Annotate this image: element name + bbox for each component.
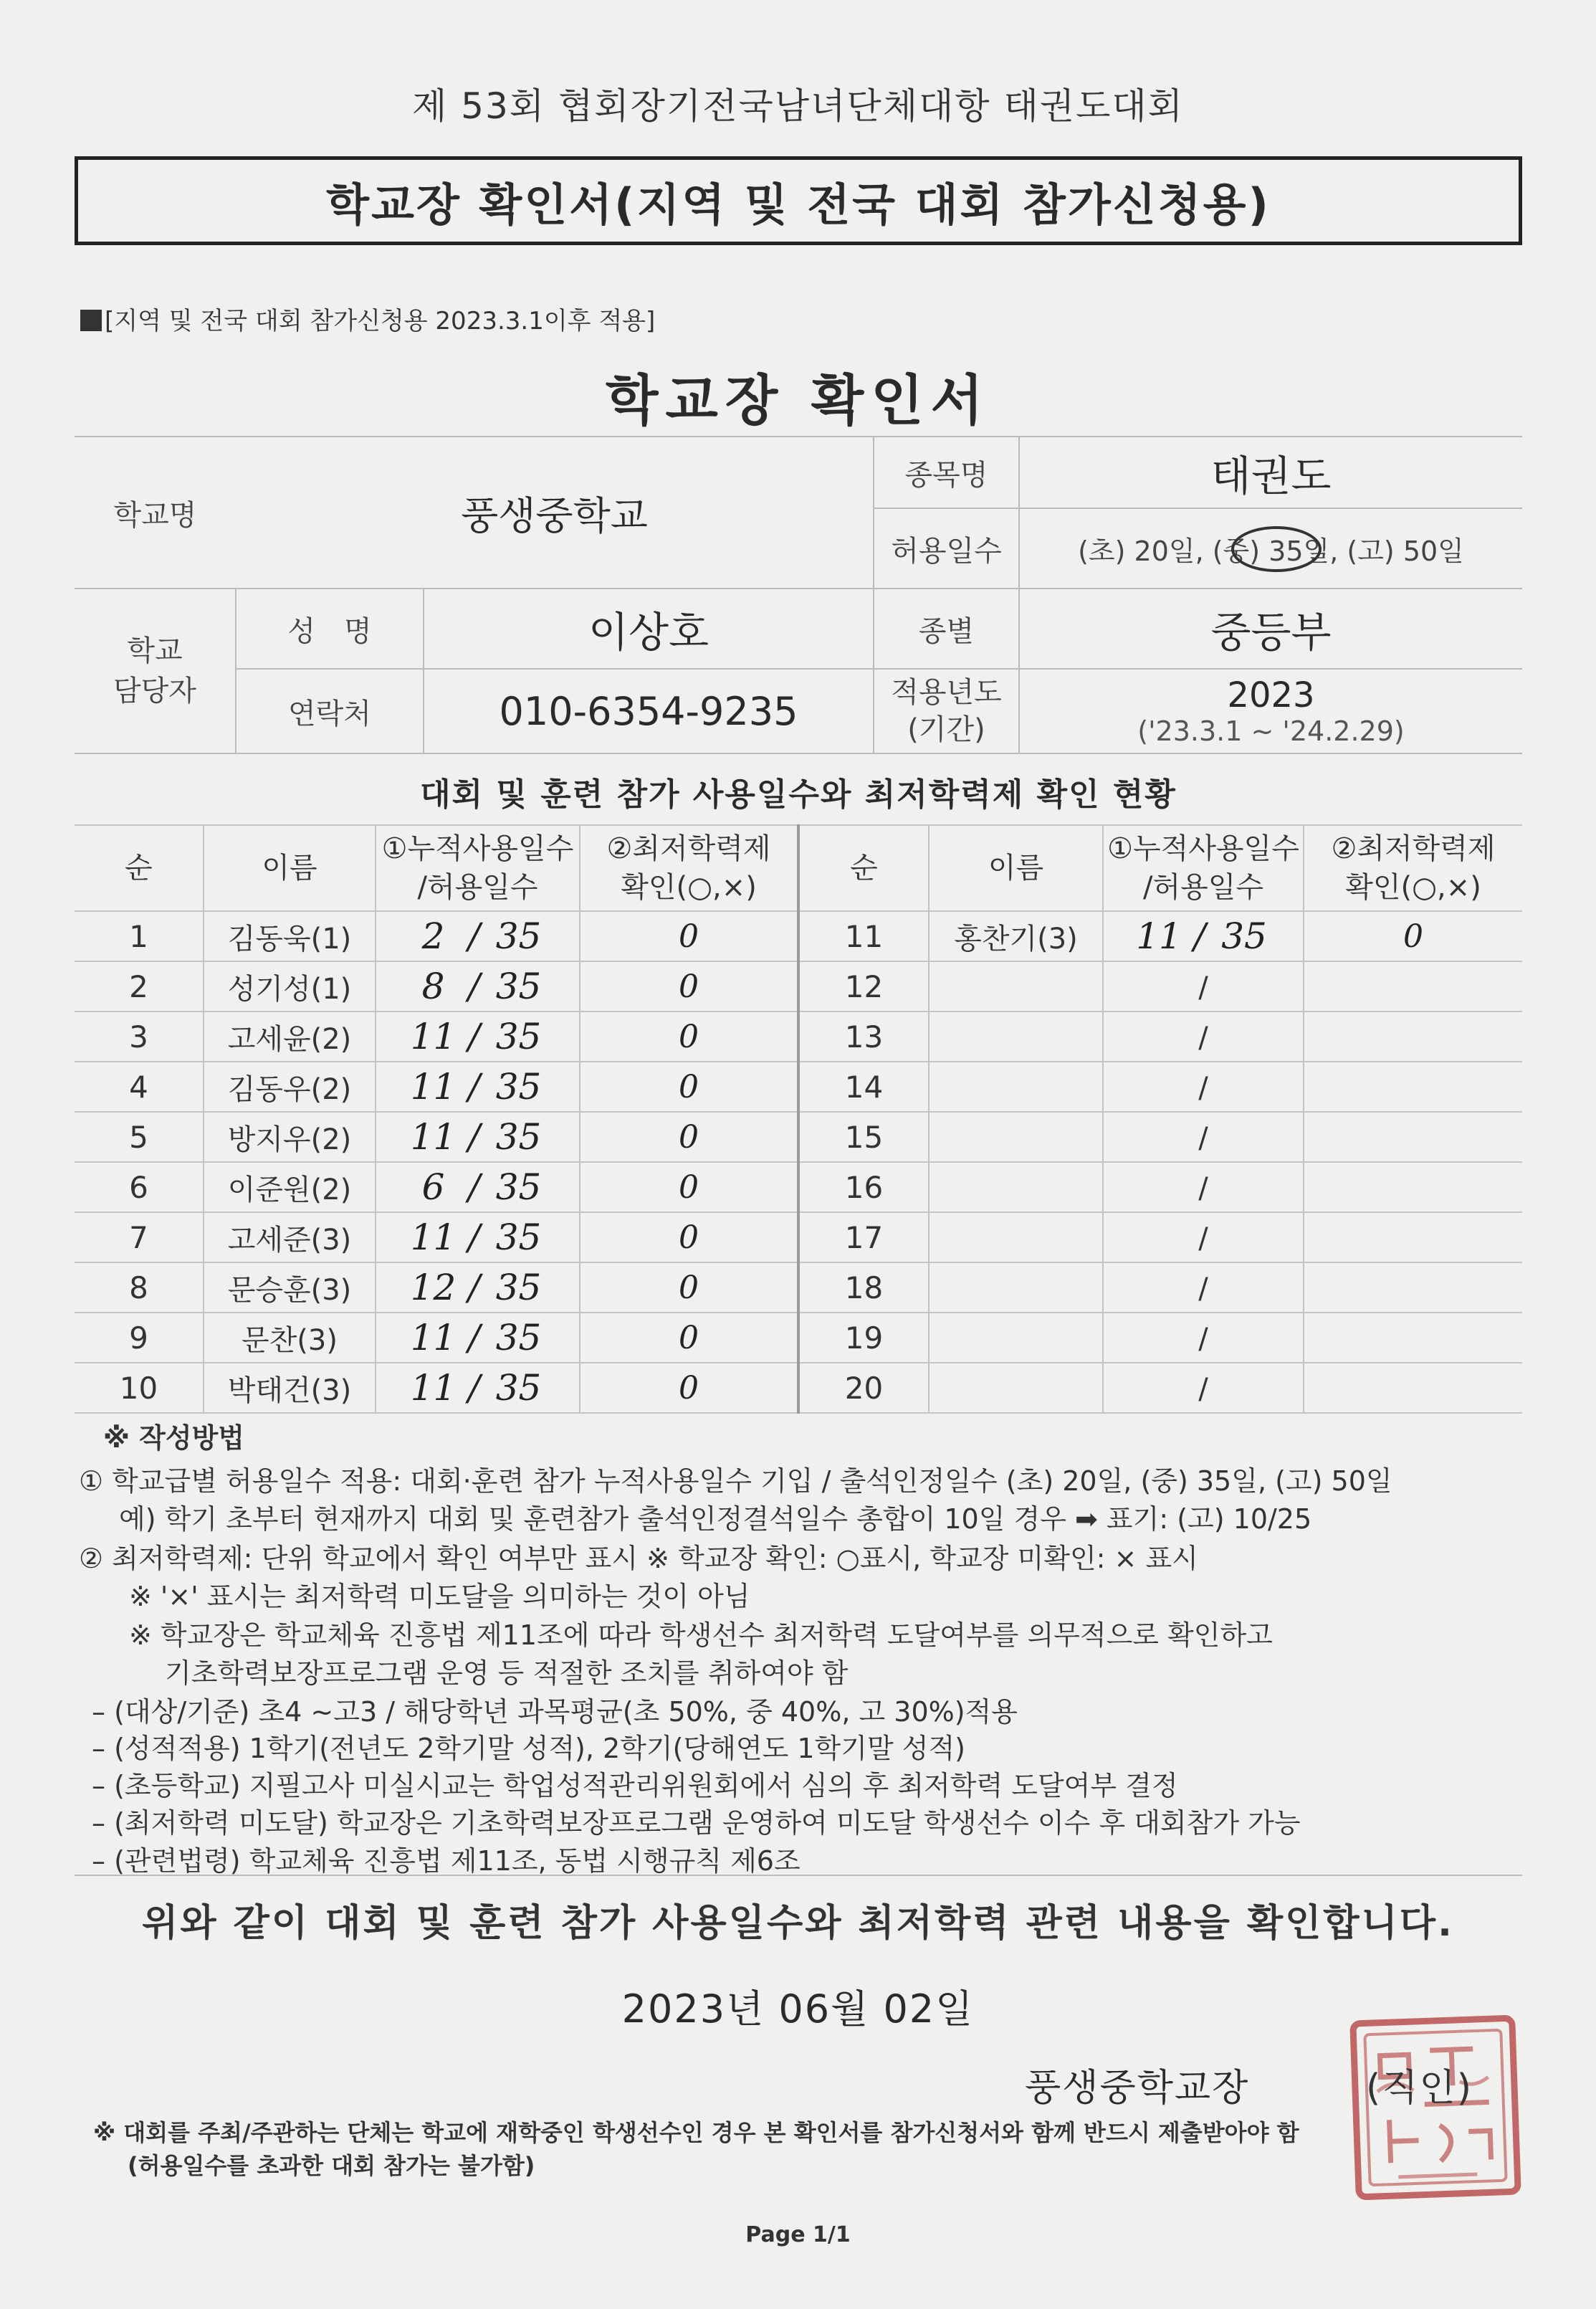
table-row (75, 961, 1522, 1011)
table-row (75, 1262, 1522, 1313)
slash: / (468, 1066, 480, 1108)
days-cell (1103, 1363, 1304, 1413)
header-check: ②최저학력제 확인(○,×) (580, 825, 798, 911)
used-days: 2 (421, 915, 445, 957)
year-cell (1019, 669, 1522, 753)
year-value: 2023 (1227, 675, 1315, 715)
academic-check (1304, 1363, 1522, 1413)
used-days: 11 (410, 1016, 457, 1057)
slash: / (1198, 1021, 1208, 1054)
used-days: 11 (410, 1317, 457, 1358)
category-value: 중등부 (1019, 589, 1522, 669)
days-cell (1103, 1313, 1304, 1363)
academic-check: 0 (580, 911, 798, 961)
note-line: ※ '×' 표시는 최저학력 미도달을 의미하는 것이 아님 (129, 1581, 750, 1612)
days-cell (1103, 1062, 1304, 1112)
academic-check: 0 (580, 1011, 798, 1062)
table-row (75, 1212, 1522, 1262)
header-days: ①누적사용일수 /허용일수 (376, 825, 580, 911)
table-row (75, 1363, 1522, 1413)
days-cell (376, 961, 580, 1011)
note-line: ※ 작성방법 (103, 1422, 245, 1454)
student-name (929, 1212, 1103, 1262)
days-cell (1103, 1262, 1304, 1313)
document-title: 학교장 확인서 (606, 368, 990, 432)
days-cell (376, 911, 580, 961)
days-cell (1103, 911, 1304, 961)
table-row (75, 1162, 1522, 1212)
slash: / (1198, 971, 1208, 1004)
period-value: ('23.3.1 ~ '24.2.29) (1137, 715, 1405, 747)
academic-check: 0 (1304, 911, 1522, 961)
allowed-days: 35 (495, 1066, 542, 1108)
table-row (75, 1011, 1522, 1062)
contact-label: 연락처 (236, 669, 424, 753)
days-cell (376, 1011, 580, 1062)
slash: / (1198, 1372, 1208, 1406)
note-line: 예) 학기 초부터 현재까지 대회 및 훈련참가 출석인정결석일수 총합이 10일 경우 ➡ 표기: (고) 10/25 (119, 1503, 1312, 1535)
header-name: 이름 (204, 825, 376, 911)
manager-label: 학교 담당자 (75, 589, 236, 753)
student-name: 박태건(3) (204, 1363, 376, 1413)
school-value: 풍생중학교 (236, 437, 874, 589)
student-name (929, 1313, 1103, 1363)
days-cell (376, 1212, 580, 1262)
info-table (75, 436, 1522, 754)
used-days: 11 (410, 1066, 457, 1108)
table-row (75, 1062, 1522, 1112)
slash: / (1193, 915, 1206, 957)
square-bullet-icon (80, 310, 102, 331)
row-number: 17 (798, 1212, 929, 1262)
student-name (929, 1112, 1103, 1162)
student-name (929, 961, 1103, 1011)
row-number: 19 (798, 1313, 929, 1363)
note-line: ※ 학교장은 학교체육 진흥법 제11조에 따라 학생선수 최저학력 도달여부를 의무적으로 확인하고 (129, 1619, 1273, 1651)
row-number: 2 (75, 961, 204, 1011)
student-name: 이준원(2) (204, 1162, 376, 1212)
allowed-days: 35 (495, 966, 542, 1007)
table-row (75, 1313, 1522, 1363)
year-label: 적용년도 (기간) (874, 669, 1019, 753)
days-cell (376, 1262, 580, 1313)
used-days: 6 (421, 1166, 445, 1208)
student-name (929, 1262, 1103, 1313)
section-title: 대회 및 훈련 참가 사용일수와 최저학력제 확인 현황 (75, 758, 1522, 826)
name-value: 이상호 (424, 589, 874, 669)
academic-check: 0 (580, 1112, 798, 1162)
row-number: 9 (75, 1313, 204, 1363)
header-check: ②최저학력제 확인(○,×) (1304, 825, 1522, 911)
note-line: 기초학력보장프로그램 운영 등 적절한 조치를 취하여야 함 (165, 1657, 849, 1689)
slash: / (468, 1116, 480, 1158)
academic-check (1304, 1212, 1522, 1262)
slash: / (468, 1016, 480, 1057)
allowed-days: 35 (495, 1367, 542, 1409)
allowed-days-label: 허용일수 (874, 508, 1019, 589)
allowed-days: 35 (495, 1016, 542, 1057)
note-line: – (최저학력 미도달) 학교장은 기초학력보장프로그램 운영하여 미도달 학생선수 이수 후 대회참가 가능 (92, 1807, 1301, 1839)
confirmation-statement: 위와 같이 대회 및 훈련 참가 사용일수와 최저학력 관련 내용을 확인합니다. (142, 1902, 1454, 1945)
academic-check (1304, 1112, 1522, 1162)
notice-text: [지역 및 전국 대회 참가신청용 2023.3.1이후 적용] (105, 307, 656, 335)
student-name: 방지우(2) (204, 1112, 376, 1162)
student-name: 성기성(1) (204, 961, 376, 1011)
days-cell (376, 1313, 580, 1363)
used-days: 8 (421, 966, 445, 1007)
academic-check (1304, 961, 1522, 1011)
row-number: 5 (75, 1112, 204, 1162)
category-label: 종별 (874, 589, 1019, 669)
row-number: 13 (798, 1011, 929, 1062)
slash: / (468, 1267, 480, 1308)
note-line: ① 학교급별 허용일수 적용: 대회·훈련 참가 누적사용일수 기입 / 출석인정일수 (초) 20일, (중) 35일, (고) 50일 (79, 1465, 1392, 1497)
event-title: 제 53회 협회장기전국남녀단체대항 태권도대회 (411, 85, 1184, 127)
notes-divider (75, 1875, 1522, 1876)
sport-label: 종목명 (874, 437, 1019, 508)
allowed-days: 35 (495, 915, 542, 957)
row-number: 15 (798, 1112, 929, 1162)
note-line: – (성적적용) 1학기(전년도 2학기말 성적), 2학기(당해연도 1학기말 성적) (92, 1733, 965, 1764)
row-number: 20 (798, 1363, 929, 1413)
note-line: ② 최저학력제: 단위 학교에서 확인 여부만 표시 ※ 학교장 확인: ○표시, 학교장 미확인: × 표시 (79, 1543, 1198, 1574)
used-days: 12 (410, 1267, 457, 1308)
allowed-days: 35 (495, 1166, 542, 1208)
slash: / (1198, 1071, 1208, 1105)
footer-note-line: ※ 대회를 주최/주관하는 단체는 학교에 재학중인 학생선수인 경우 본 확인서를 참가신청서와 함께 반드시 제출받아야 함 (93, 2119, 1299, 2146)
document-date: 2023년 06월 02일 (621, 1986, 975, 2032)
row-number: 1 (75, 911, 204, 961)
student-name: 고세준(3) (204, 1212, 376, 1262)
principal-signature: 풍생중학교장 (1025, 2067, 1250, 2110)
row-number: 14 (798, 1062, 929, 1112)
academic-check: 0 (580, 1062, 798, 1112)
student-name: 홍찬기(3) (929, 911, 1103, 961)
note-line: – (관련법령) 학교체육 진흥법 제11조, 동법 시행규칙 제6조 (92, 1845, 801, 1877)
seal-label: (직인) (1366, 2067, 1473, 2110)
page-number: Page 1/1 (745, 2222, 851, 2247)
academic-check (1304, 1062, 1522, 1112)
student-name: 김동우(2) (204, 1062, 376, 1112)
academic-check: 0 (580, 1212, 798, 1262)
slash: / (468, 1217, 480, 1258)
days-cell (1103, 961, 1304, 1011)
row-number: 10 (75, 1363, 204, 1413)
slash: / (1198, 1121, 1208, 1155)
used-days: 11 (410, 1217, 457, 1258)
student-name: 문승훈(3) (204, 1262, 376, 1313)
academic-check (1304, 1011, 1522, 1062)
academic-check: 0 (580, 1162, 798, 1212)
row-number: 7 (75, 1212, 204, 1262)
note-line: – (대상/기준) 초4 ~고3 / 해당학년 과목평균(초 50%, 중 40%, 고 30%)적용 (92, 1696, 1018, 1728)
header-days: ①누적사용일수 /허용일수 (1103, 825, 1304, 911)
slash: / (468, 1317, 480, 1358)
days-cell (1103, 1011, 1304, 1062)
student-name: 문찬(3) (204, 1313, 376, 1363)
student-name (929, 1062, 1103, 1112)
academic-check: 0 (580, 1262, 798, 1313)
handwritten-circle-mark (1231, 526, 1322, 572)
allowed-days: 35 (495, 1116, 542, 1158)
roster-body (75, 911, 1522, 1413)
contact-value: 010-6354-9235 (424, 669, 874, 753)
slash: / (1198, 1322, 1208, 1356)
row-number: 16 (798, 1162, 929, 1212)
student-name (929, 1162, 1103, 1212)
header-name: 이름 (929, 825, 1103, 911)
academic-check (1304, 1162, 1522, 1212)
table-row (75, 911, 1522, 961)
days-cell (376, 1162, 580, 1212)
slash: / (1198, 1171, 1208, 1205)
allowed-days: 35 (495, 1217, 542, 1258)
roster-header-row (75, 825, 1522, 911)
row-number: 12 (798, 961, 929, 1011)
slash: / (468, 915, 480, 957)
academic-check: 0 (580, 961, 798, 1011)
footer-note (93, 2116, 1299, 2183)
academic-check: 0 (580, 1363, 798, 1413)
student-name (929, 1363, 1103, 1413)
slash: / (468, 966, 480, 1007)
slash: / (468, 1166, 480, 1208)
slash: / (1198, 1222, 1208, 1255)
student-name: 고세윤(2) (204, 1011, 376, 1062)
row-number: 4 (75, 1062, 204, 1112)
notice-line (80, 301, 655, 336)
row-number: 8 (75, 1262, 204, 1313)
allowed-days: 35 (1221, 915, 1267, 957)
footer-note-line: (허용일수를 초과한 대회 참가는 불가함) (128, 2152, 535, 2180)
academic-check (1304, 1313, 1522, 1363)
header-no: 순 (798, 825, 929, 911)
allowed-days: 35 (495, 1267, 542, 1308)
note-line: – (초등학교) 지필고사 미실시교는 학업성적관리위원회에서 심의 후 최저학력 도달여부 결정 (92, 1770, 1178, 1801)
days-cell (1103, 1162, 1304, 1212)
slash: / (1198, 1272, 1208, 1305)
allowed-days: 35 (495, 1317, 542, 1358)
used-days: 11 (410, 1367, 457, 1409)
sport-value: 태권도 (1019, 437, 1522, 508)
days-cell (376, 1363, 580, 1413)
row-number: 3 (75, 1011, 204, 1062)
student-name (929, 1011, 1103, 1062)
days-cell (1103, 1212, 1304, 1262)
row-number: 18 (798, 1262, 929, 1313)
row-number: 6 (75, 1162, 204, 1212)
form-title: 학교장 확인서(지역 및 전국 대회 참가신청용) (75, 156, 1522, 245)
days-cell (1103, 1112, 1304, 1162)
days-cell (376, 1062, 580, 1112)
used-days: 11 (1136, 915, 1182, 957)
school-label: 학교명 (75, 437, 236, 589)
name-label: 성 명 (236, 589, 424, 669)
slash: / (468, 1367, 480, 1409)
academic-check (1304, 1262, 1522, 1313)
days-cell (376, 1112, 580, 1162)
roster-table (75, 824, 1522, 1414)
student-name: 김동욱(1) (204, 911, 376, 961)
used-days: 11 (410, 1116, 457, 1158)
table-row (75, 1112, 1522, 1162)
header-no: 순 (75, 825, 204, 911)
row-number: 11 (798, 911, 929, 961)
allowed-days-text: (초) 20일, (중) 35일, (고) 50일 (1078, 535, 1464, 567)
allowed-days-value (1019, 508, 1522, 589)
academic-check: 0 (580, 1313, 798, 1363)
